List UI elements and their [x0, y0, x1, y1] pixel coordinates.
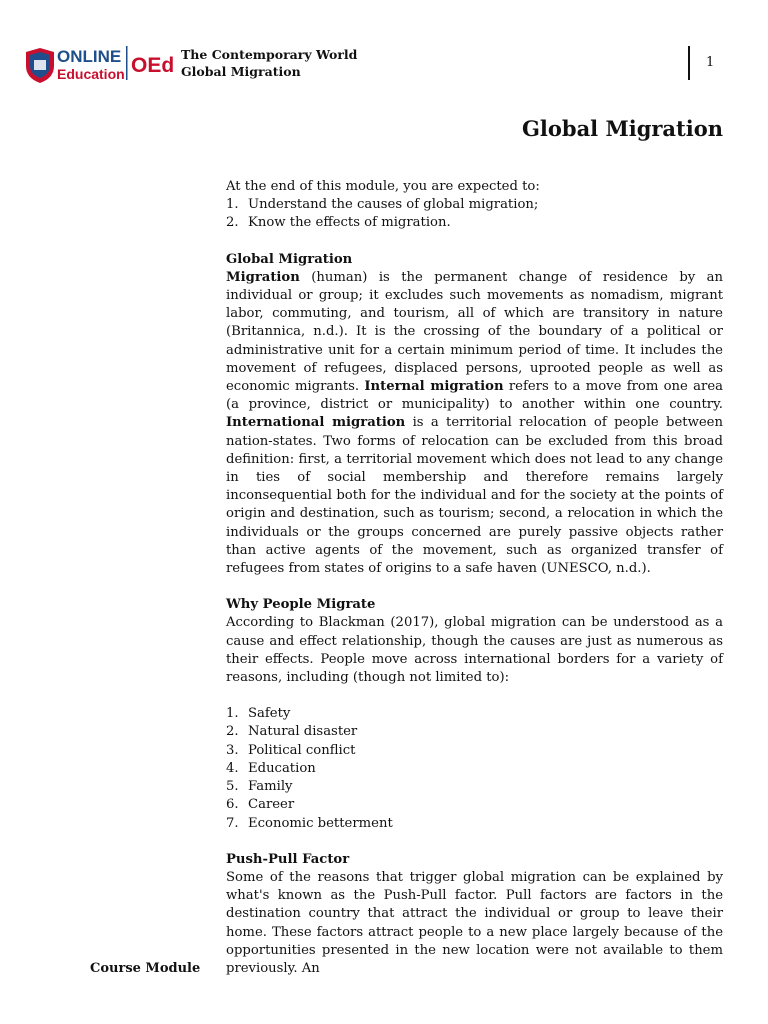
- list-item: 1. Understand the causes of global migration;: [226, 197, 539, 213]
- page-title: Global Migration: [521, 116, 723, 141]
- section-paragraph: Some of the reasons that trigger global migration can be explained by what's known as the Push-Pull factor. Pull factors are factors in the destination country that attract the individual or group to leave their home. These factors attract people to a new place largely because of the opportunities presented in the new location were not available to them previously. An: [226, 869, 723, 976]
- course-name: The Contemporary World: [181, 47, 358, 62]
- footer-label: Course Module: [90, 961, 201, 976]
- list-item: 1. Safety: [226, 706, 291, 722]
- page-number: 1: [706, 55, 715, 70]
- module-name: Global Migration: [181, 64, 301, 79]
- section-heading-why-people-migrate: Why People Migrate: [226, 597, 376, 613]
- objectives-list: [226, 196, 723, 232]
- section-heading-global-migration: Global Migration: [226, 251, 353, 267]
- logo-primary: ONLINE: [57, 47, 122, 66]
- section-paragraph: According to Blackman (2017), global migration can be understood as a cause and effect relationship, though the causes are just as numerous as their effects. People move across international borders for a variety of reasons, including (though not limited to):: [226, 615, 723, 686]
- list-item: 7. Economic betterment: [226, 815, 393, 831]
- reasons-list: [226, 705, 723, 832]
- section-heading-push-pull: Push-Pull Factor: [226, 851, 350, 867]
- list-item: 6. Career: [226, 797, 295, 813]
- list-item: 2. Natural disaster: [226, 724, 358, 740]
- list-item: 3. Political conflict: [226, 742, 356, 758]
- online-education-logo: [24, 44, 174, 84]
- document-body: [226, 178, 723, 978]
- header-text: [181, 46, 357, 80]
- list-item: 4. Education: [226, 760, 316, 776]
- list-item: 5. Family: [226, 779, 293, 795]
- list-item: 2. Know the effects of migration.: [226, 215, 451, 231]
- logo-secondary: Education: [57, 66, 125, 82]
- logo-mark: OEd: [131, 54, 174, 77]
- intro-text: At the end of this module, you are expected to:: [226, 179, 540, 194]
- header-divider: [688, 46, 690, 80]
- section-paragraph: Migration (human) is the permanent change of residence by an individual or group; it excludes such movements as nomadism, migrant labor, commuting, and tourism, all of which are transitory in nature (Britannica, n.d.). It is the crossing of the boundary of a political or administrative unit for a certain minimum period of time. It includes the movement of refugees, displaced persons, uprooted people as well as economic migrants. Internal migration refers to a move from one area (a province, district or municipality) to another within one country. International migration is a territorial relocation of people between nation-states. Two forms of relocation can be excluded from this broad definition: first, a territorial movement which does not lead to any change in ties of social membership and therefore remains largely inconsequential both for the individual and for the society at the points of origin and destination, such as tourism; second, a relocation in which the individuals or the groups concerned are purely passive objects rather than active agents of the movement, such as organized transfer of refugees from states of origins to a safe haven (UNESCO, n.d.).: [226, 269, 723, 577]
